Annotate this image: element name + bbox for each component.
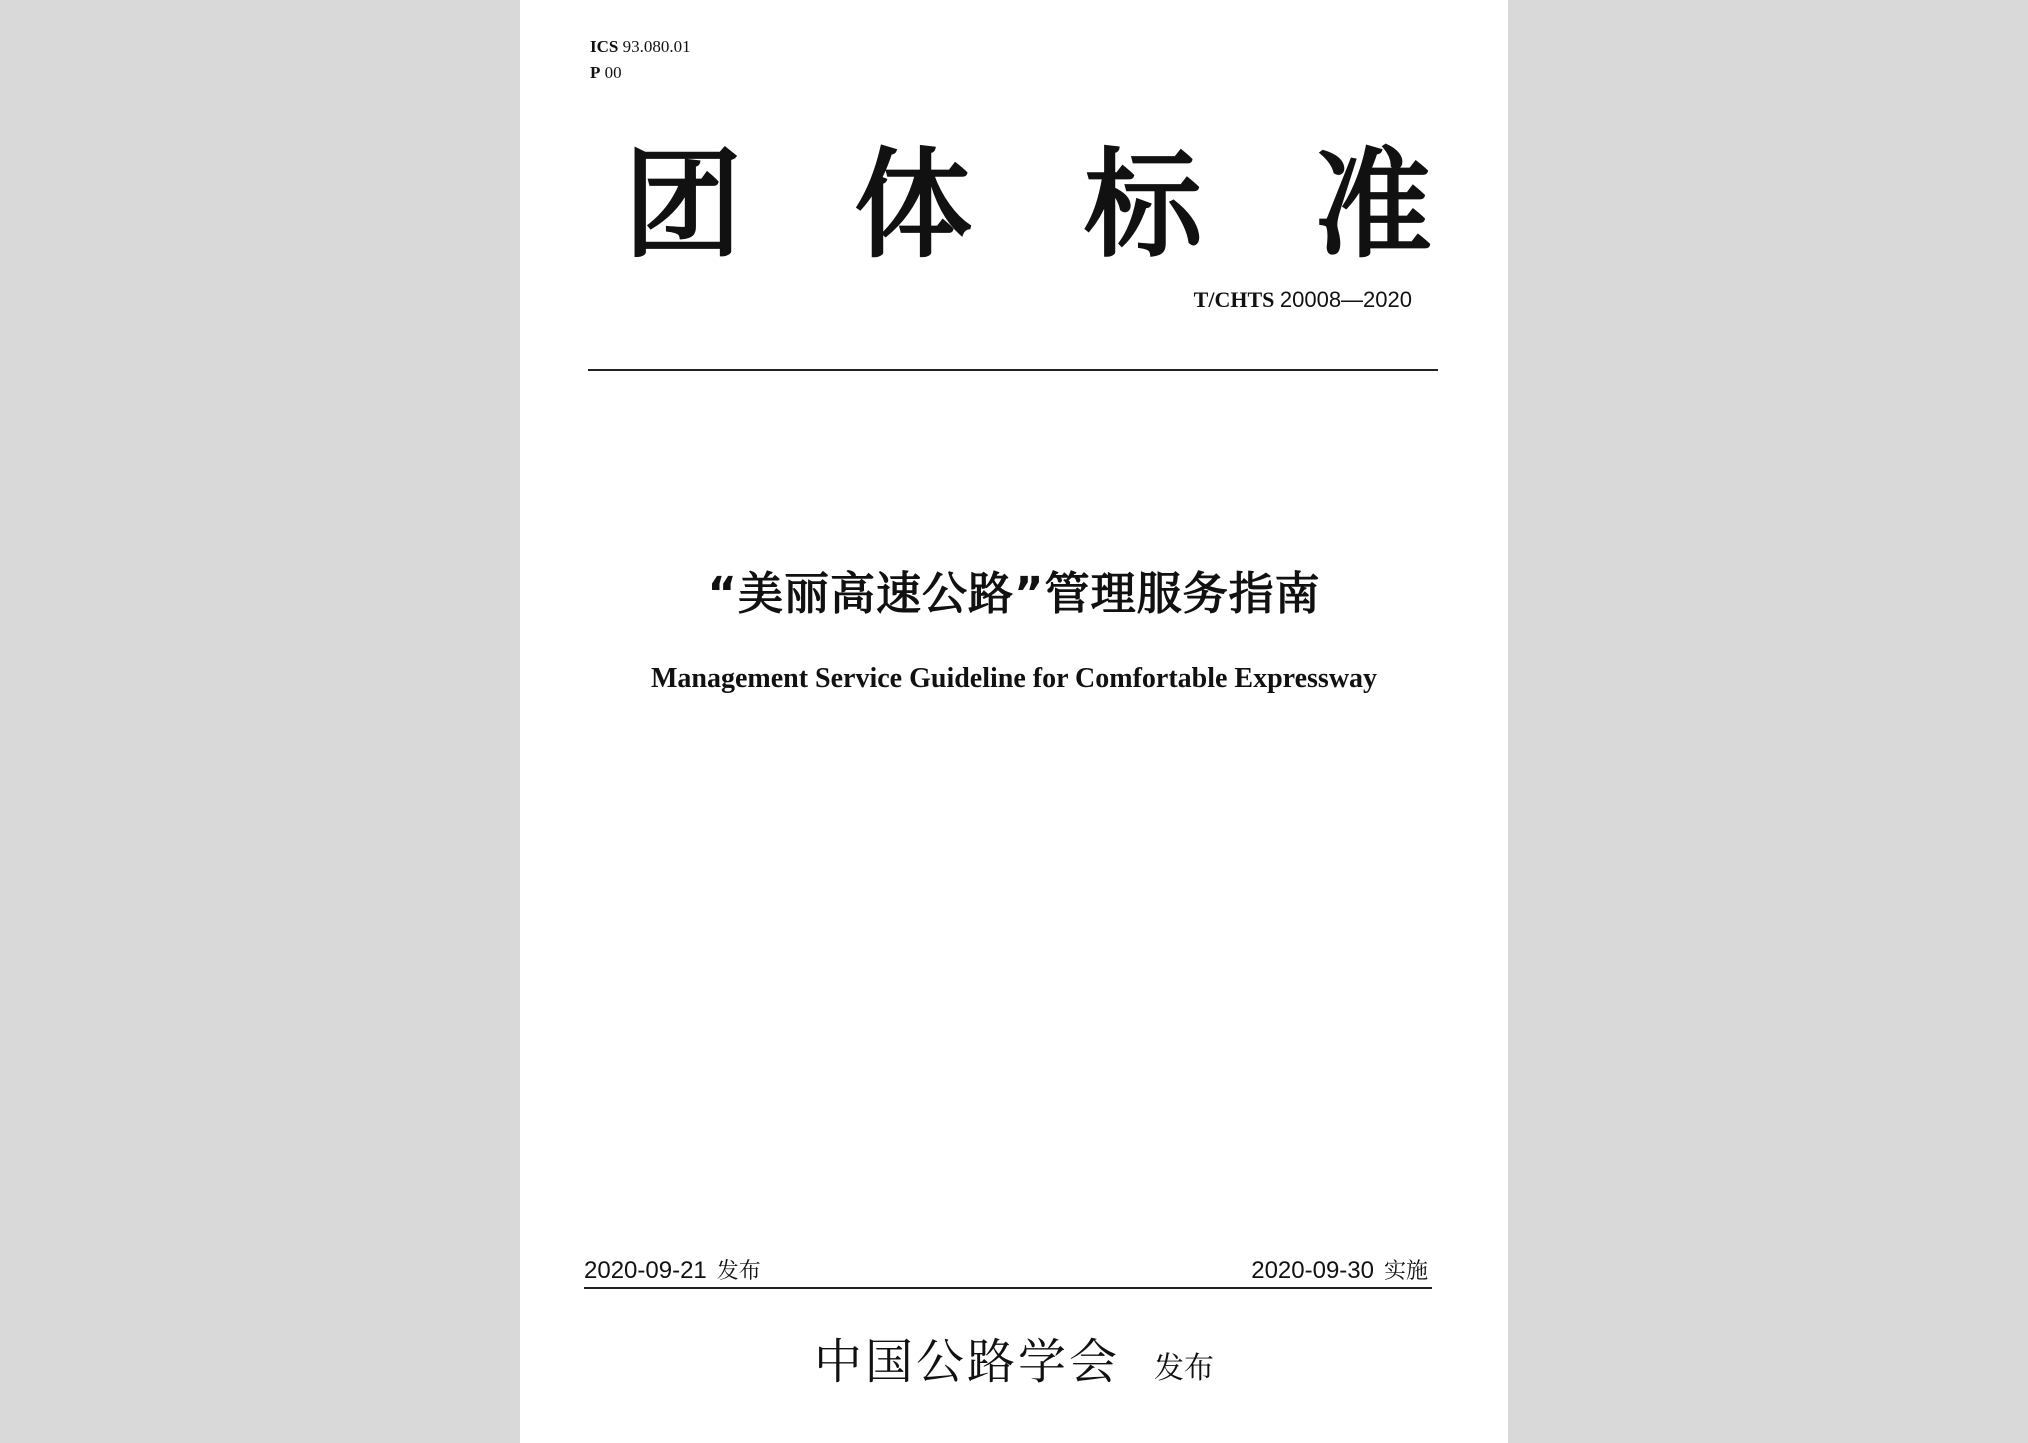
ics-value: 93.080.01 bbox=[622, 37, 691, 56]
classification-label: P bbox=[590, 63, 601, 82]
standard-code: 20008—2020 bbox=[1279, 287, 1412, 312]
classification-value: 00 bbox=[604, 63, 622, 82]
title-english: Management Service Guideline for Comfortable Expressway bbox=[650, 663, 1378, 694]
issue-date-line bbox=[584, 1256, 761, 1287]
implementation-date: 2020-09-30 bbox=[1251, 1257, 1374, 1284]
publisher-line bbox=[520, 1332, 1508, 1392]
main-title: 团体标准 bbox=[624, 136, 1545, 274]
issue-label: 发布 bbox=[716, 1259, 761, 1284]
classification-code bbox=[590, 62, 622, 84]
ics-code bbox=[590, 36, 691, 58]
standard-number bbox=[1194, 286, 1412, 314]
bottom-divider bbox=[584, 1287, 1432, 1289]
ics-label: ICS bbox=[590, 37, 619, 56]
top-divider bbox=[588, 369, 1438, 371]
standard-prefix: T/CHTS bbox=[1193, 287, 1275, 312]
implementation-date-line bbox=[1251, 1256, 1428, 1287]
publisher-name: 中国公路学会 bbox=[813, 1334, 1120, 1390]
title-chinese: “美丽高速公路”管理服务指南 bbox=[707, 567, 1321, 620]
implementation-label: 实施 bbox=[1383, 1259, 1428, 1284]
document-page bbox=[520, 0, 1545, 1443]
issue-date: 2020-09-21 bbox=[584, 1257, 707, 1284]
publisher-action: 发布 bbox=[1154, 1351, 1214, 1386]
